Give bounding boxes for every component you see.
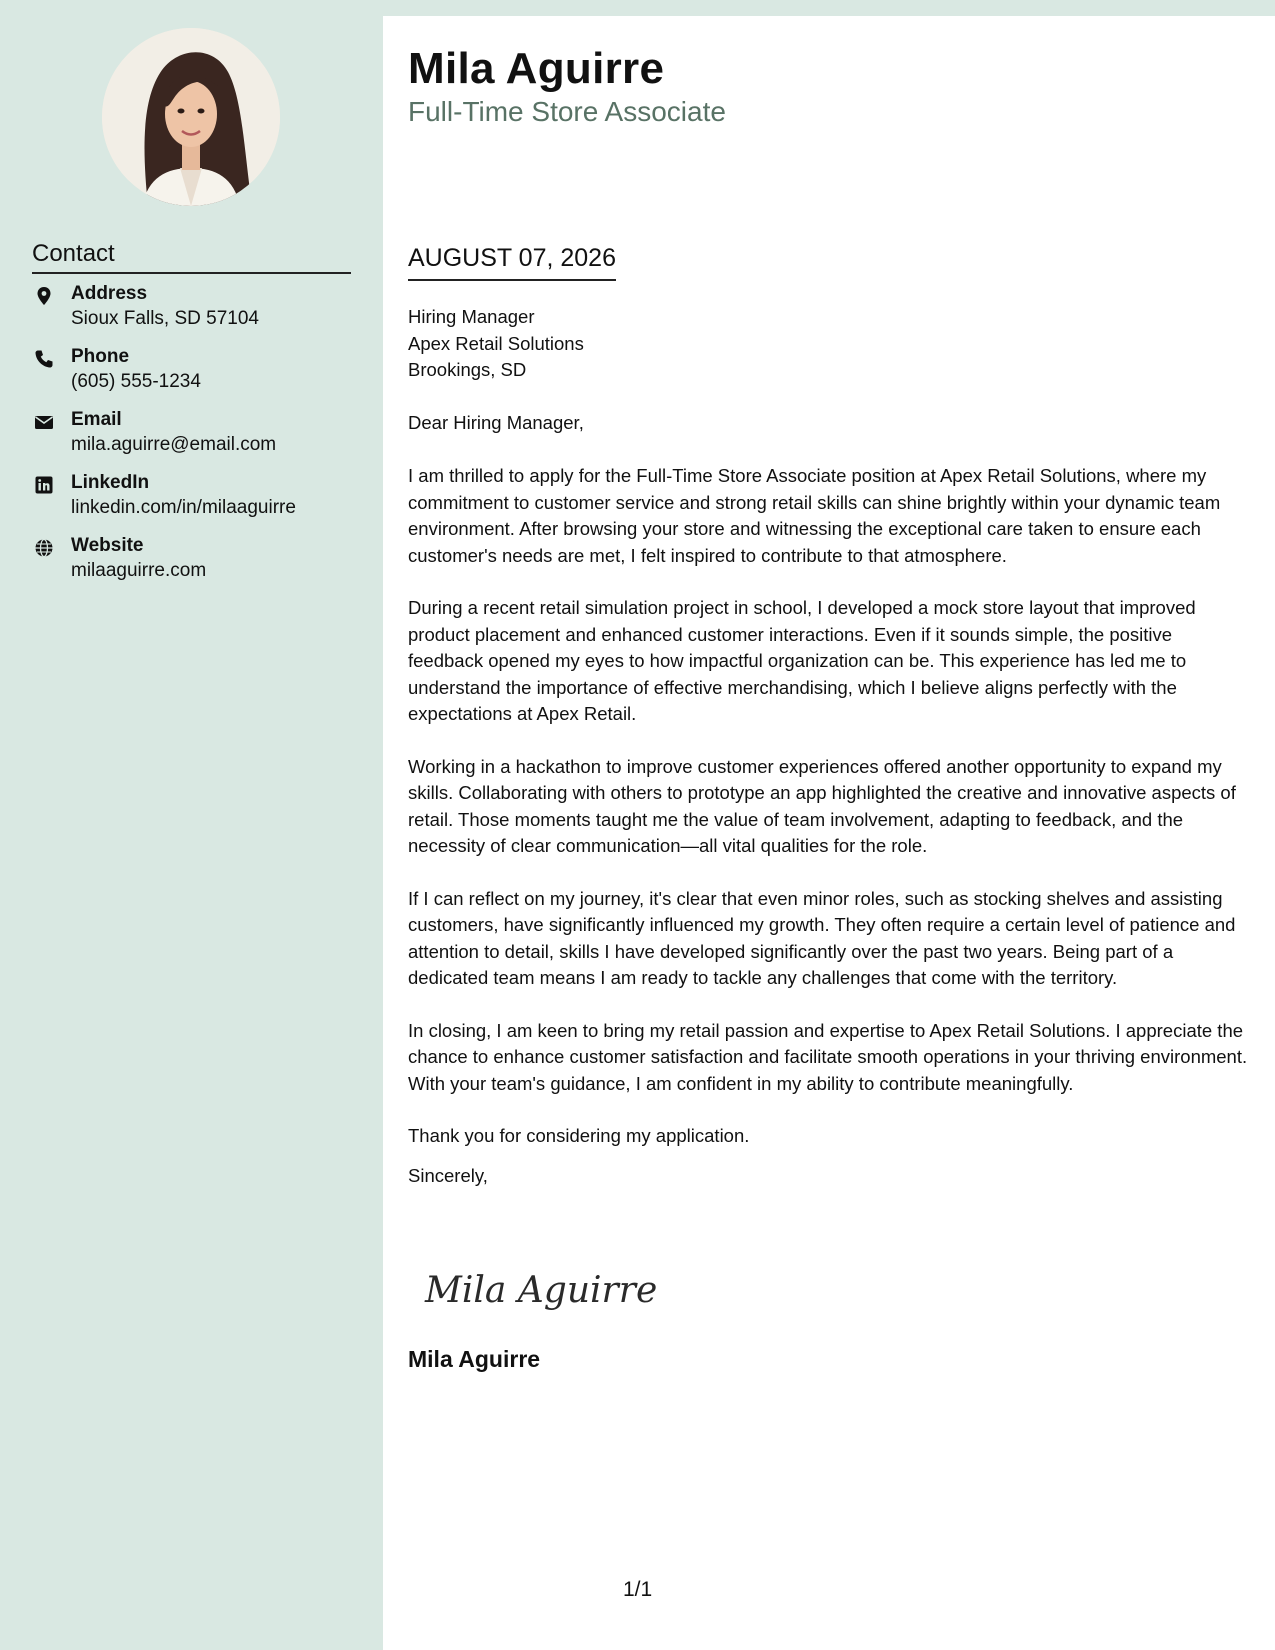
profile-photo — [102, 28, 280, 206]
contact-linkedin — [32, 472, 362, 535]
body-paragraph: Thank you for considering my application. — [408, 1125, 750, 1146]
website-value[interactable]: milaaguirre.com — [71, 560, 207, 581]
body-paragraph: I am thrilled to apply for the Full-Time Store Associate position at Apex Retail Solutions, where my commitment to customer service and strong retail skills can shine brightly within your dynamic team environment. After browsing your store and witnessing the exceptional care taken to ensure each customer's needs are met, I felt inspired to contribute to that atmosphere. — [408, 465, 1221, 566]
contact-address — [32, 283, 362, 346]
applicant-name: Mila Aguirre — [408, 44, 665, 93]
recipient-line: Brookings, SD — [408, 359, 527, 380]
body-paragraph: In closing, I am keen to bring my retail passion and expertise to Apex Retail Solutions. I appreciate the chance to enhance customer satisfaction and facilitate smooth operations in your thriving environment. With your team's guidance, I am confident in my ability to contribute meaningfully. — [408, 1019, 1248, 1094]
body-paragraph: Working in a hackathon to improve customer experiences offered another opportunity to expand my skills. Collaborating with others to prototype an app highlighted the creative and innovative aspects of retail. Those moments taught me the value of team involvement, adapting to feedback, and the necessity of clear communication—all vital qualities for the role. — [408, 755, 1236, 856]
recipient-line: Hiring Manager — [408, 306, 535, 327]
contact-website — [32, 535, 362, 598]
body-paragraph: If I can reflect on my journey, it's clear that even minor roles, such as stocking shelves and assisting customers, have significantly influenced my growth. They often require a certain level of patience and attention to detail, skills I have developed significantly over the past two years. Being part of a dedicated team means I am ready to tackle any challenges that come with the territory. — [408, 887, 1236, 988]
address-value: Sioux Falls, SD 57104 — [71, 308, 259, 329]
contact-label: Phone — [71, 346, 130, 367]
phone-value[interactable]: (605) 555-1234 — [71, 371, 201, 392]
signature — [421, 1256, 661, 1322]
contact-phone — [32, 346, 362, 409]
letter-date: AUGUST 07, 2026 — [408, 244, 616, 281]
letter-body — [408, 463, 1250, 1176]
phone-icon — [34, 349, 54, 369]
body-paragraph: During a recent retail simulation project in school, I developed a mock store layout that improved product placement and enhanced customer interactions. Even if it sounds simple, the positive feedback opened my eyes to how impactful organization can be. This experience has led me to understand the importance of effective merchandising, which I believe aligns perfectly with the expectations at Apex Retail. — [408, 597, 1196, 724]
contact-label: Address — [71, 283, 148, 304]
sidebar — [0, 0, 383, 1650]
recipient-line: Apex Retail Solutions — [408, 332, 584, 354]
contact-label: LinkedIn — [71, 472, 150, 493]
globe-icon — [34, 538, 54, 558]
recipient-block — [408, 304, 584, 384]
letter-page — [383, 16, 1275, 1650]
page-number: 1/1 — [623, 1578, 653, 1601]
location-pin-icon — [34, 286, 54, 306]
email-value[interactable]: mila.aguirre@email.com — [71, 434, 277, 455]
envelope-icon — [34, 412, 54, 432]
signed-name: Mila Aguirre — [408, 1346, 541, 1372]
job-title: Full-Time Store Associate — [408, 96, 726, 127]
closing: Sincerely, — [408, 1165, 488, 1186]
contact-email — [32, 409, 362, 472]
contact-label: Email — [71, 409, 122, 430]
salutation: Dear Hiring Manager, — [408, 412, 584, 433]
linkedin-icon — [34, 475, 54, 495]
linkedin-value[interactable]: linkedin.com/in/milaaguirre — [71, 497, 296, 518]
avatar — [102, 28, 280, 206]
signature-text: Mila Aguirre — [425, 1270, 658, 1311]
contact-list — [32, 283, 362, 598]
contact-heading: Contact — [32, 240, 351, 274]
contact-label: Website — [71, 535, 144, 556]
